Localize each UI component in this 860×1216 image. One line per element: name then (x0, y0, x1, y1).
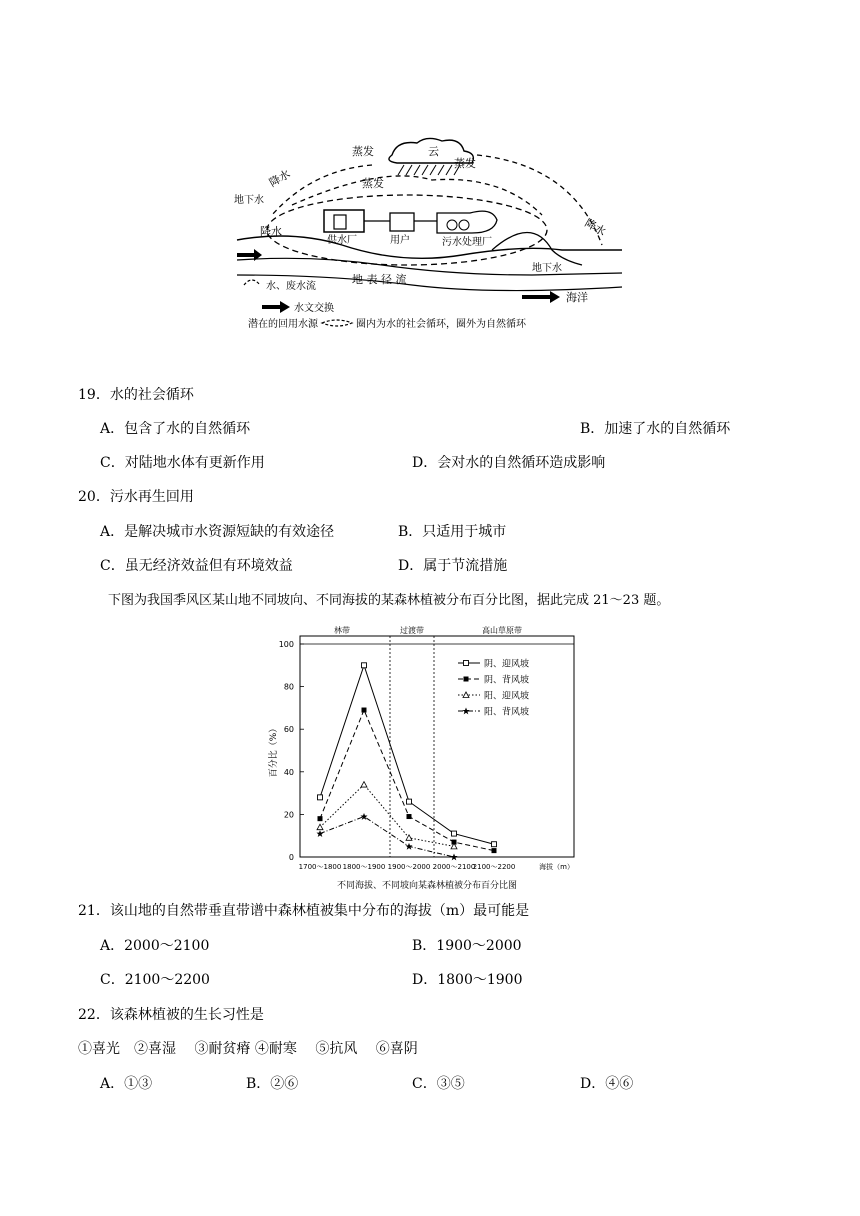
q22-option-b[interactable]: B．②⑥ (246, 1076, 299, 1092)
data-point (463, 692, 469, 698)
q22-sub-items: ①喜光 ②喜湿 ③耐贫瘠 ④耐寒 ⑤抗风 ⑥喜阴 (78, 1041, 418, 1057)
y-tick-label: 80 (283, 682, 294, 692)
q20-option-b[interactable]: B．只适用于城市 (398, 524, 507, 540)
chart-title: 不同海拔、不同坡向某森林植被分布百分比图 (336, 881, 518, 891)
legend-label: 阳、迎风坡 (484, 691, 530, 702)
label-ocean: 海洋 (566, 291, 588, 304)
y-tick-label: 0 (288, 853, 294, 862)
y-tick-label: 100 (278, 640, 294, 649)
data-point (317, 830, 324, 837)
label-sewage: 污水处理厂 (442, 237, 492, 248)
q22-option-c[interactable]: C．③⑤ (412, 1076, 465, 1092)
q21-option-b[interactable]: B．1900～2000 (412, 938, 522, 954)
legend-label: 阴、迎风坡 (484, 659, 530, 670)
legend-label: 阴、背风坡 (484, 675, 530, 686)
q20-option-c[interactable]: C．虽无经济效益但有环境效益 (100, 558, 293, 574)
label-precip-left: 降水 (267, 167, 293, 190)
water-cycle-diagram (232, 135, 632, 340)
q22-option-a[interactable]: A．①③ (100, 1076, 153, 1092)
x-axis-label: 海拔（m） (539, 863, 574, 871)
y-axis-label: 百分比（%） (269, 723, 279, 778)
rain-lines (398, 165, 460, 175)
label-cloud: 云 (428, 145, 439, 158)
q19-option-c[interactable]: C．对陆地水体有更新作用 (100, 455, 265, 471)
data-point (406, 835, 412, 841)
legend-reuse-text: 潜在的回用水源 (248, 319, 318, 330)
x-tick-label: 1900～2000 (387, 863, 431, 871)
data-point (361, 782, 367, 788)
label-evap-mid: 蒸发 (362, 177, 384, 190)
ocean-arrow (522, 291, 560, 303)
data-point (464, 661, 469, 666)
y-tick-label: 60 (283, 725, 294, 735)
label-precip-left2: 降水 (260, 225, 282, 238)
legend-circle-shape (322, 320, 352, 326)
q21-option-a[interactable]: A．2000～2100 (100, 938, 210, 954)
question-22-stem: 22．该森林植被的生长习性是 (78, 1007, 264, 1023)
data-point (318, 816, 323, 821)
legend-label: 阳、背风坡 (484, 707, 530, 718)
label-user: 用户 (390, 235, 410, 246)
legend-flow-arrow (244, 280, 260, 285)
series-line (320, 710, 494, 851)
q20-option-d[interactable]: D．属于节流措施 (398, 558, 508, 574)
forest-distribution-chart (262, 620, 582, 894)
data-point (407, 799, 412, 804)
label-evap-left: 蒸发 (352, 145, 374, 158)
data-point (362, 708, 367, 713)
x-tick-label: 1700～1800 (298, 863, 342, 871)
y-tick-label: 40 (283, 767, 294, 777)
user-box (390, 213, 414, 231)
data-point (318, 795, 323, 800)
data-point (407, 814, 412, 819)
legend-exchange-arrow (262, 301, 290, 313)
q19-option-b[interactable]: B．加速了水的自然循环 (580, 421, 731, 437)
q19-option-d[interactable]: D．会对水的自然循环造成影响 (412, 455, 606, 471)
legend-circle-text: 圈内为水的社会循环，圈外为自然循环 (356, 319, 526, 330)
q22-option-d[interactable]: D．④⑥ (580, 1076, 634, 1092)
zone-label: 高山草原带 (482, 626, 522, 635)
label-plant: 供水厂 (327, 235, 357, 246)
y-tick-label: 20 (283, 810, 294, 820)
river-line-1 (237, 258, 622, 275)
label-groundwater-left: 地下水 (234, 195, 264, 206)
data-point (362, 663, 367, 668)
sewage-plant-shape (437, 211, 497, 233)
label-evap-right: 蒸发 (454, 157, 476, 170)
data-point (361, 813, 368, 820)
q21-option-c[interactable]: C．2100～2200 (100, 972, 210, 988)
question-20-stem: 20．污水再生回用 (78, 489, 194, 505)
data-point (406, 843, 413, 850)
zone-label: 过渡带 (400, 626, 424, 635)
data-point (492, 842, 497, 847)
question-21-stem: 21．该山地的自然带垂直带谱中森林植被集中分布的海拔（m）最可能是 (78, 903, 530, 919)
data-point (317, 824, 323, 830)
x-tick-label: 2100～2200 (472, 863, 516, 871)
label-groundwater-right: 地下水 (532, 263, 562, 274)
x-tick-label: 2000～2100 (432, 863, 476, 871)
evaporation-arc-right (477, 155, 602, 245)
legend-flow-text: 水、废水流 (266, 281, 316, 292)
legend-exchange-text: 水文交换 (294, 303, 334, 314)
data-point (452, 831, 457, 836)
q20-option-a[interactable]: A．是解决城市水资源短缺的有效途径 (100, 524, 335, 540)
chart-intro: 下图为我国季风区某山地不同坡向、不同海拔的某森林植被分布百分比图，据此完成 21～23 题。 (108, 593, 670, 608)
label-precip-right: 降水 (582, 216, 609, 239)
q21-option-d[interactable]: D．1800～1900 (412, 972, 523, 988)
x-tick-label: 1800～1900 (342, 863, 386, 871)
data-point (492, 848, 497, 853)
zone-label: 林带 (334, 626, 350, 635)
land-surface (237, 236, 622, 258)
label-runoff: 地 表 径 流 (352, 273, 407, 286)
q19-option-a[interactable]: A．包含了水的自然循环 (100, 421, 251, 437)
plot-frame (300, 636, 574, 857)
question-19-stem: 19．水的社会循环 (78, 387, 194, 403)
data-point (464, 677, 469, 682)
